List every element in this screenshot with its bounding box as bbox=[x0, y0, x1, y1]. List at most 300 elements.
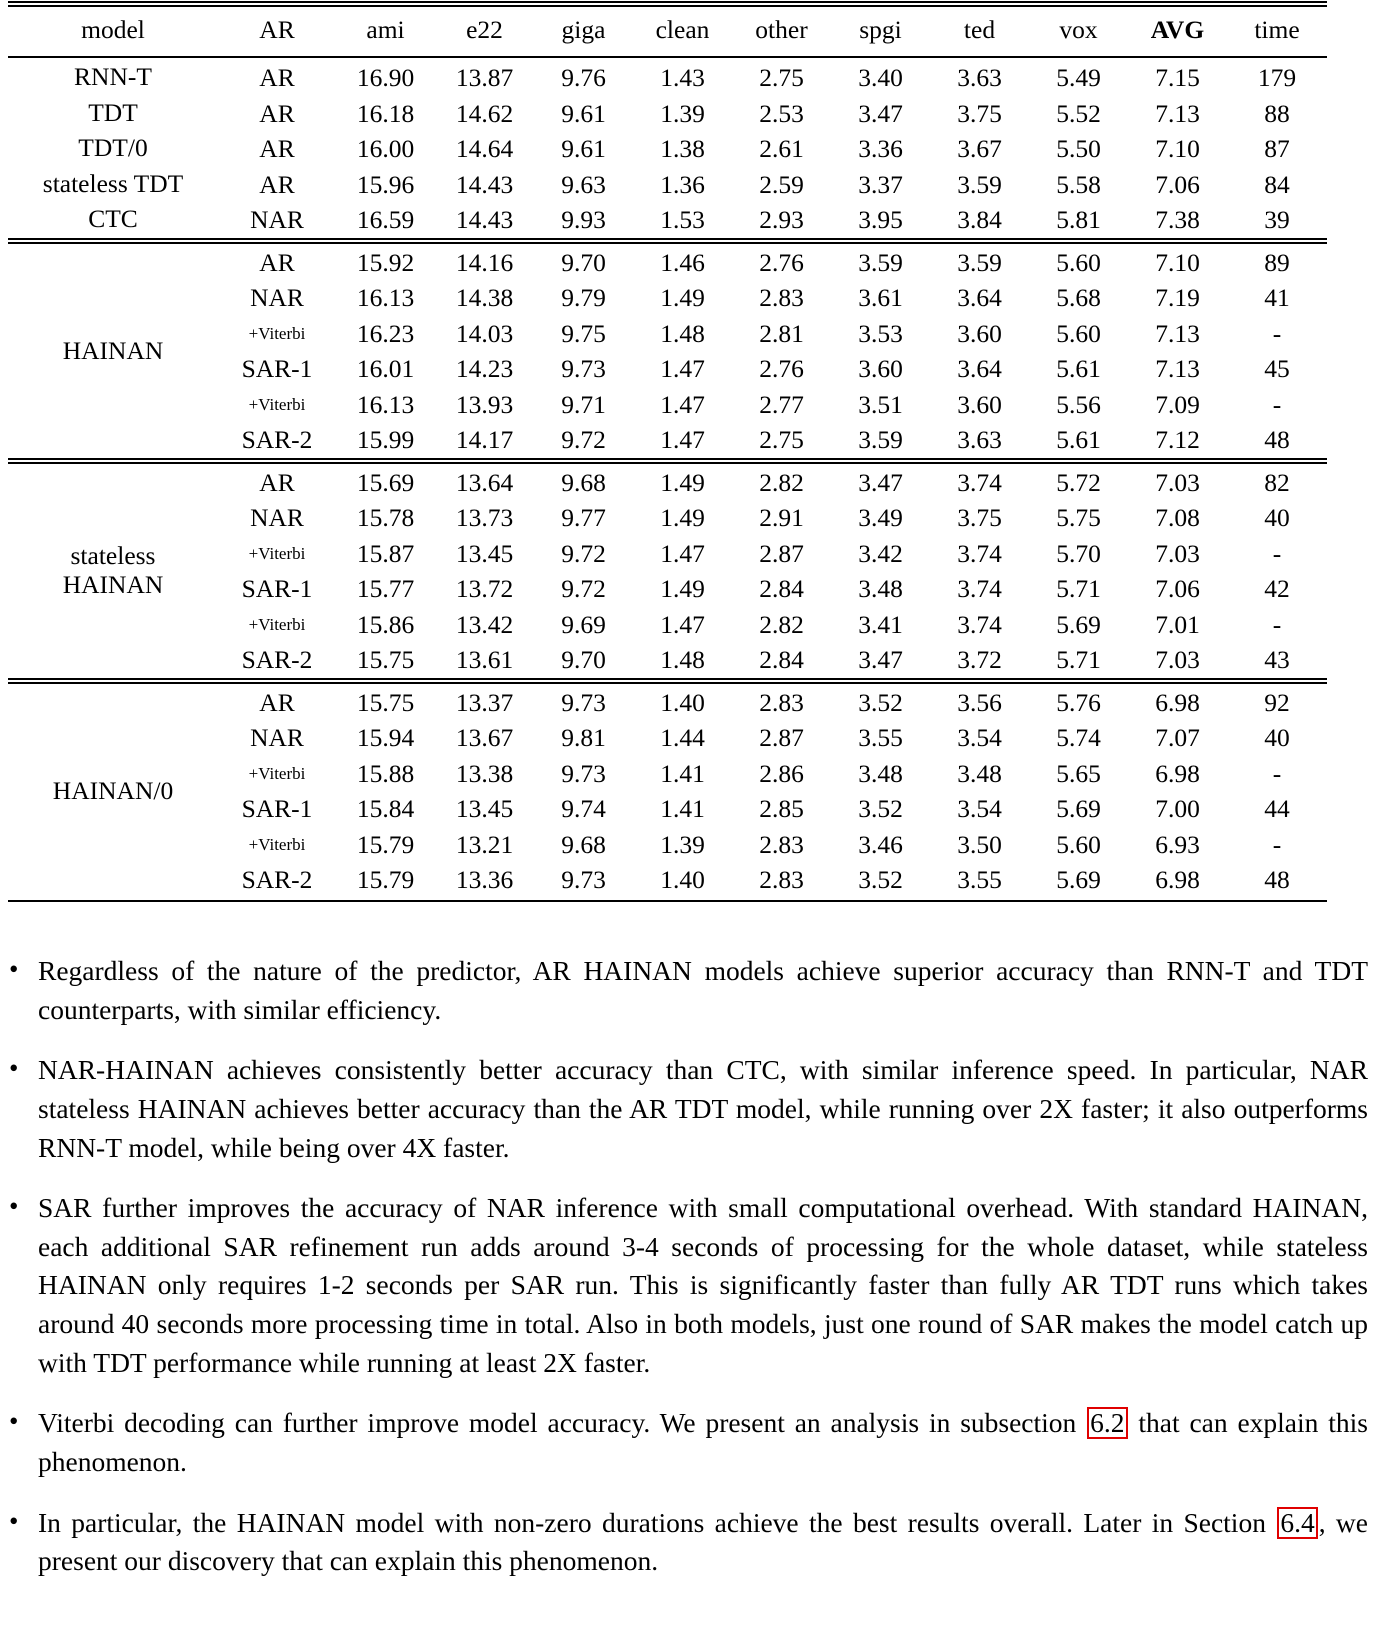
cell-ted: 3.59 bbox=[957, 169, 1002, 199]
cell-ami: 15.78 bbox=[356, 503, 415, 532]
cell-other: 2.81 bbox=[759, 318, 804, 348]
cell-other: 2.82 bbox=[759, 609, 804, 639]
table-rule-double bbox=[8, 0, 1327, 7]
cell-giga: 9.72 bbox=[561, 425, 606, 454]
cell-other: 2.75 bbox=[759, 425, 804, 454]
column-header-spgi: spgi bbox=[859, 15, 902, 45]
bullet-text-content: Regardless of the nature of the predictor, AR HAINAN models achieve superior accuracy than RNN-T and TDT counterparts, with similar efficiency. bbox=[38, 955, 1368, 1025]
cell-other: 2.59 bbox=[759, 169, 804, 199]
cell-clean: 1.48 bbox=[660, 318, 705, 348]
cell-giga: 9.93 bbox=[561, 205, 606, 234]
cell-other: 2.83 bbox=[759, 687, 804, 717]
cell-clean: 1.39 bbox=[660, 829, 705, 859]
cell-ted: 3.50 bbox=[957, 829, 1002, 859]
cell-spgi: 3.55 bbox=[858, 723, 903, 752]
cell-avg: 6.98 bbox=[1155, 865, 1200, 894]
cell-giga: 9.68 bbox=[561, 467, 606, 497]
cell-spgi: 3.37 bbox=[858, 169, 903, 199]
bullet-item bbox=[0, 1189, 1378, 1382]
cell-giga: 9.73 bbox=[561, 687, 606, 717]
column-header-vox: vox bbox=[1059, 15, 1098, 45]
cell-other: 2.75 bbox=[759, 63, 804, 92]
cell-time: 43 bbox=[1264, 645, 1290, 674]
cell-giga: 9.69 bbox=[561, 609, 606, 639]
cell-mode: SAR-2 bbox=[241, 865, 313, 894]
cell-mode: AR bbox=[259, 63, 295, 92]
cell-clean: 1.40 bbox=[660, 865, 705, 894]
cell-e22: 13.37 bbox=[455, 687, 514, 717]
cell-e22: 13.73 bbox=[455, 503, 514, 532]
cell-vox: 5.76 bbox=[1056, 687, 1101, 717]
cell-ami: 16.18 bbox=[356, 98, 415, 128]
cell-ted: 3.60 bbox=[957, 389, 1002, 419]
cell-ami: 16.59 bbox=[356, 205, 415, 234]
cell-spgi: 3.40 bbox=[858, 63, 903, 92]
table-header-row bbox=[8, 7, 1327, 53]
cell-time: 89 bbox=[1264, 247, 1290, 277]
cell-vox: 5.60 bbox=[1056, 829, 1101, 859]
cell-spgi: 3.59 bbox=[858, 247, 903, 277]
cell-clean: 1.41 bbox=[660, 794, 705, 823]
cell-vox: 5.65 bbox=[1056, 758, 1101, 788]
cell-giga: 9.63 bbox=[561, 169, 606, 199]
group-label-line: stateless bbox=[70, 541, 156, 571]
cell-other: 2.84 bbox=[759, 574, 804, 603]
cell-vox: 5.61 bbox=[1056, 425, 1101, 454]
cell-avg: 7.06 bbox=[1155, 574, 1200, 603]
cell-vox: 5.75 bbox=[1056, 503, 1101, 532]
cell-clean: 1.49 bbox=[660, 283, 705, 312]
cell-clean: 1.47 bbox=[660, 609, 705, 639]
horizontal-rule bbox=[8, 1, 1327, 7]
cell-ami: 16.13 bbox=[356, 283, 415, 312]
cell-ami: 16.01 bbox=[356, 354, 415, 383]
group-label-line: HAINAN bbox=[62, 570, 164, 599]
cell-mode: AR bbox=[259, 247, 295, 277]
cell-clean: 1.49 bbox=[660, 503, 705, 532]
cell-e22: 14.43 bbox=[455, 169, 514, 199]
column-header-ami: ami bbox=[366, 15, 405, 45]
column-header-clean: clean bbox=[655, 15, 710, 45]
cell-spgi: 3.52 bbox=[858, 865, 903, 894]
cell-ted: 3.59 bbox=[957, 247, 1002, 277]
cell-ami: 15.69 bbox=[356, 467, 415, 497]
cell-e22: 13.45 bbox=[455, 794, 514, 823]
cell-giga: 9.79 bbox=[561, 283, 606, 312]
cell-e22: 14.23 bbox=[455, 354, 514, 383]
column-header-time: time bbox=[1254, 15, 1300, 45]
cell-model: TDT/0 bbox=[78, 133, 148, 163]
bullet-item bbox=[0, 952, 1378, 1029]
column-header-model: model bbox=[81, 15, 145, 45]
cell-time: 41 bbox=[1264, 283, 1290, 312]
cell-ted: 3.64 bbox=[957, 283, 1002, 312]
bullet-text-after-ref: , we present our discovery that can explain this phenomenon. bbox=[38, 1506, 1368, 1577]
cell-spgi: 3.53 bbox=[858, 318, 903, 348]
cell-other: 2.93 bbox=[759, 205, 804, 234]
cell-ami: 15.79 bbox=[356, 829, 415, 859]
cell-other: 2.76 bbox=[759, 247, 804, 277]
cell-mode: +Viterbi bbox=[248, 394, 306, 414]
cell-vox: 5.71 bbox=[1056, 574, 1101, 603]
cell-avg: 7.03 bbox=[1155, 467, 1200, 497]
cell-spgi: 3.52 bbox=[858, 687, 903, 717]
table-rule-double bbox=[8, 678, 1327, 685]
cell-vox: 5.69 bbox=[1056, 865, 1101, 894]
cell-avg: 7.08 bbox=[1155, 503, 1200, 532]
section-reference-link[interactable]: 6.2 bbox=[1087, 1407, 1127, 1439]
bullet-dot-icon: • bbox=[9, 1406, 19, 1437]
cell-spgi: 3.51 bbox=[858, 389, 903, 419]
cell-giga: 9.61 bbox=[561, 98, 606, 128]
cell-time: 40 bbox=[1264, 503, 1290, 532]
bullet-dot-icon: • bbox=[9, 1053, 19, 1084]
cell-group-label bbox=[8, 245, 218, 458]
bullet-text-content: NAR-HAINAN achieves consistently better accuracy than CTC, with similar inference speed. In particular, NAR stateless HAINAN achieves better accuracy than the AR TDT model, while running over 2X faster; it also outperforms RNN-T model, while being over 4X faster. bbox=[38, 1054, 1368, 1163]
cell-spgi: 3.61 bbox=[858, 283, 903, 312]
cell-mode: NAR bbox=[250, 503, 304, 532]
cell-mode: AR bbox=[259, 169, 295, 199]
cell-e22: 13.64 bbox=[455, 467, 514, 497]
cell-ted: 3.74 bbox=[957, 609, 1002, 639]
group-label-line: HAINAN bbox=[62, 335, 164, 365]
cell-ami: 15.77 bbox=[356, 574, 415, 603]
cell-clean: 1.39 bbox=[660, 98, 705, 128]
cell-time: 40 bbox=[1264, 723, 1290, 752]
cell-clean: 1.40 bbox=[660, 687, 705, 717]
cell-spgi: 3.41 bbox=[858, 609, 903, 639]
cell-avg: 6.93 bbox=[1155, 829, 1200, 859]
cell-vox: 5.69 bbox=[1056, 794, 1101, 823]
cell-clean: 1.43 bbox=[660, 63, 705, 92]
bullet-item bbox=[0, 1051, 1378, 1167]
cell-time: 88 bbox=[1264, 98, 1290, 128]
cell-ted: 3.56 bbox=[957, 687, 1002, 717]
cell-ted: 3.74 bbox=[957, 538, 1002, 568]
bullet-dot-icon: • bbox=[9, 1505, 19, 1536]
cell-ted: 3.84 bbox=[957, 205, 1002, 234]
cell-time: - bbox=[1272, 389, 1282, 419]
cell-time: - bbox=[1272, 758, 1282, 788]
cell-vox: 5.72 bbox=[1056, 467, 1101, 497]
cell-e22: 14.43 bbox=[455, 205, 514, 234]
cell-mode: NAR bbox=[250, 283, 304, 312]
bullet-text-after-ref: that can explain this phenomenon. bbox=[38, 1407, 1368, 1477]
cell-mode: SAR-1 bbox=[241, 794, 313, 823]
section-reference-link[interactable]: 6.4 bbox=[1277, 1507, 1317, 1539]
table-rule-double bbox=[8, 458, 1327, 465]
column-header-giga: giga bbox=[561, 15, 606, 45]
cell-e22: 14.17 bbox=[455, 425, 514, 454]
table-rule-double bbox=[8, 238, 1327, 245]
cell-time: - bbox=[1272, 318, 1282, 348]
cell-ted: 3.60 bbox=[957, 318, 1002, 348]
cell-time: 45 bbox=[1264, 354, 1290, 383]
cell-spgi: 3.59 bbox=[858, 425, 903, 454]
cell-clean: 1.48 bbox=[660, 645, 705, 674]
cell-other: 2.83 bbox=[759, 829, 804, 859]
cell-mode: AR bbox=[259, 687, 295, 717]
cell-vox: 5.50 bbox=[1056, 134, 1101, 163]
cell-avg: 7.03 bbox=[1155, 645, 1200, 674]
cell-vox: 5.56 bbox=[1056, 389, 1101, 419]
cell-clean: 1.47 bbox=[660, 389, 705, 419]
cell-ami: 15.96 bbox=[356, 169, 415, 199]
table-row bbox=[8, 465, 1327, 501]
cell-vox: 5.52 bbox=[1056, 98, 1101, 128]
cell-vox: 5.69 bbox=[1056, 609, 1101, 639]
cell-other: 2.83 bbox=[759, 865, 804, 894]
cell-ami: 15.75 bbox=[356, 645, 415, 674]
cell-mode: +Viterbi bbox=[248, 834, 306, 854]
cell-e22: 14.62 bbox=[455, 98, 514, 128]
cell-avg: 6.98 bbox=[1155, 687, 1200, 717]
cell-e22: 13.93 bbox=[455, 389, 514, 419]
horizontal-rule bbox=[8, 900, 1327, 902]
cell-e22: 14.03 bbox=[455, 318, 514, 348]
cell-time: 48 bbox=[1264, 425, 1290, 454]
cell-giga: 9.81 bbox=[561, 723, 606, 752]
bullet-item bbox=[0, 1504, 1378, 1581]
cell-ted: 3.74 bbox=[957, 467, 1002, 497]
horizontal-rule bbox=[8, 238, 1327, 244]
bullet-text bbox=[38, 1504, 1368, 1581]
cell-time: 87 bbox=[1264, 134, 1290, 163]
cell-avg: 7.12 bbox=[1155, 425, 1200, 454]
cell-spgi: 3.48 bbox=[858, 758, 903, 788]
horizontal-rule bbox=[8, 458, 1327, 464]
cell-e22: 13.72 bbox=[455, 574, 514, 603]
bullet-text bbox=[38, 1189, 1368, 1382]
cell-giga: 9.74 bbox=[561, 794, 606, 823]
cell-vox: 5.74 bbox=[1056, 723, 1101, 752]
cell-e22: 13.38 bbox=[455, 758, 514, 788]
cell-spgi: 3.49 bbox=[858, 503, 903, 532]
cell-ted: 3.64 bbox=[957, 354, 1002, 383]
cell-avg: 7.07 bbox=[1155, 723, 1200, 752]
cell-other: 2.77 bbox=[759, 389, 804, 419]
table-row bbox=[8, 245, 1327, 281]
cell-time: 82 bbox=[1264, 467, 1290, 497]
cell-model: stateless TDT bbox=[42, 168, 184, 198]
cell-avg: 7.10 bbox=[1155, 247, 1200, 277]
cell-ami: 16.13 bbox=[356, 389, 415, 419]
cell-spgi: 3.95 bbox=[858, 205, 903, 234]
bullet-dot-icon: • bbox=[9, 1191, 19, 1222]
cell-ted: 3.55 bbox=[957, 865, 1002, 894]
cell-spgi: 3.47 bbox=[858, 98, 903, 128]
cell-giga: 9.70 bbox=[561, 645, 606, 674]
cell-ted: 3.54 bbox=[957, 794, 1002, 823]
bullet-text-content: SAR further improves the accuracy of NAR inference with small computational overhead. With standard HAINAN, each additional SAR refinement run adds around 3-4 seconds of processing for the whole dataset, while stateless HAINAN only requires 1-2 seconds per SAR run. This is significantly faster than fully AR TDT runs which takes around 40 seconds more processing time in total. Also in both models, just one round of SAR makes the model catch up with TDT performance while running at least 2X faster. bbox=[38, 1192, 1368, 1378]
cell-other: 2.86 bbox=[759, 758, 804, 788]
cell-avg: 7.06 bbox=[1155, 169, 1200, 199]
bullet-text-before-ref: In particular, the HAINAN model with non-zero durations achieve the best results overall. Later in Section bbox=[38, 1506, 1277, 1538]
cell-time: 84 bbox=[1264, 169, 1290, 199]
cell-other: 2.76 bbox=[759, 354, 804, 383]
cell-ami: 15.79 bbox=[356, 865, 415, 894]
cell-vox: 5.60 bbox=[1056, 247, 1101, 277]
cell-mode: NAR bbox=[250, 205, 304, 234]
bullet-text bbox=[38, 952, 1368, 1029]
cell-avg: 7.03 bbox=[1155, 538, 1200, 568]
cell-spgi: 3.42 bbox=[858, 538, 903, 568]
findings-bullet-list bbox=[0, 952, 1378, 1581]
cell-e22: 14.38 bbox=[455, 283, 514, 312]
cell-other: 2.87 bbox=[759, 723, 804, 752]
cell-other: 2.61 bbox=[759, 134, 804, 163]
cell-vox: 5.71 bbox=[1056, 645, 1101, 674]
cell-e22: 13.87 bbox=[455, 63, 514, 92]
cell-e22: 14.64 bbox=[455, 134, 514, 163]
cell-ami: 16.23 bbox=[356, 318, 415, 348]
cell-spgi: 3.47 bbox=[858, 645, 903, 674]
cell-mode: SAR-2 bbox=[241, 645, 313, 674]
column-header-e22: e22 bbox=[466, 15, 503, 45]
cell-avg: 7.13 bbox=[1155, 354, 1200, 383]
cell-group-label bbox=[8, 685, 218, 898]
cell-e22: 13.36 bbox=[455, 865, 514, 894]
cell-vox: 5.81 bbox=[1056, 205, 1101, 234]
cell-vox: 5.68 bbox=[1056, 283, 1101, 312]
cell-giga: 9.73 bbox=[561, 354, 606, 383]
cell-ted: 3.75 bbox=[957, 98, 1002, 128]
cell-model: TDT bbox=[88, 97, 138, 127]
cell-time: - bbox=[1272, 609, 1282, 639]
cell-ami: 15.88 bbox=[356, 758, 415, 788]
cell-other: 2.87 bbox=[759, 538, 804, 568]
cell-avg: 7.00 bbox=[1155, 794, 1200, 823]
cell-e22: 13.61 bbox=[455, 645, 514, 674]
horizontal-rule bbox=[8, 56, 1327, 58]
cell-other: 2.83 bbox=[759, 283, 804, 312]
cell-clean: 1.49 bbox=[660, 467, 705, 497]
cell-clean: 1.41 bbox=[660, 758, 705, 788]
cell-mode: AR bbox=[259, 467, 295, 497]
column-header-ar: AR bbox=[259, 15, 295, 45]
cell-avg: 7.15 bbox=[1155, 63, 1200, 92]
cell-ted: 3.54 bbox=[957, 723, 1002, 752]
cell-vox: 5.49 bbox=[1056, 63, 1101, 92]
cell-avg: 7.01 bbox=[1155, 609, 1200, 639]
cell-vox: 5.60 bbox=[1056, 318, 1101, 348]
cell-spgi: 3.60 bbox=[858, 354, 903, 383]
cell-ted: 3.74 bbox=[957, 574, 1002, 603]
cell-avg: 6.98 bbox=[1155, 758, 1200, 788]
cell-mode: +Viterbi bbox=[248, 763, 306, 783]
column-header-ted: ted bbox=[963, 15, 996, 45]
cell-mode: AR bbox=[259, 134, 295, 163]
cell-clean: 1.47 bbox=[660, 425, 705, 454]
table-row bbox=[8, 202, 1327, 238]
cell-avg: 7.10 bbox=[1155, 134, 1200, 163]
table-rule-single bbox=[8, 898, 1327, 905]
cell-giga: 9.75 bbox=[561, 318, 606, 348]
cell-avg: 7.09 bbox=[1155, 389, 1200, 419]
cell-giga: 9.72 bbox=[561, 574, 606, 603]
cell-ted: 3.63 bbox=[957, 425, 1002, 454]
cell-ami: 15.92 bbox=[356, 247, 415, 277]
cell-ami: 16.00 bbox=[356, 134, 415, 163]
table-row bbox=[8, 60, 1327, 96]
results-table bbox=[8, 0, 1327, 905]
cell-ted: 3.75 bbox=[957, 503, 1002, 532]
cell-e22: 13.45 bbox=[455, 538, 514, 568]
cell-time: 39 bbox=[1264, 205, 1290, 234]
cell-avg: 7.13 bbox=[1155, 98, 1200, 128]
cell-time: 179 bbox=[1257, 63, 1297, 92]
cell-mode: AR bbox=[259, 98, 295, 128]
cell-other: 2.85 bbox=[759, 794, 804, 823]
column-header-other: other bbox=[755, 15, 808, 45]
cell-ted: 3.72 bbox=[957, 645, 1002, 674]
cell-time: - bbox=[1272, 538, 1282, 568]
cell-ami: 15.86 bbox=[356, 609, 415, 639]
cell-clean: 1.44 bbox=[660, 723, 705, 752]
cell-avg: 7.38 bbox=[1155, 205, 1200, 234]
cell-spgi: 3.47 bbox=[858, 467, 903, 497]
group-label-line: HAINAN/0 bbox=[52, 775, 174, 805]
cell-ami: 15.84 bbox=[356, 794, 415, 823]
cell-avg: 7.19 bbox=[1155, 283, 1200, 312]
cell-clean: 1.47 bbox=[660, 538, 705, 568]
cell-other: 2.91 bbox=[759, 503, 804, 532]
cell-spgi: 3.36 bbox=[858, 134, 903, 163]
cell-clean: 1.47 bbox=[660, 354, 705, 383]
cell-e22: 13.67 bbox=[455, 723, 514, 752]
cell-avg: 7.13 bbox=[1155, 318, 1200, 348]
cell-other: 2.84 bbox=[759, 645, 804, 674]
table-row bbox=[8, 96, 1327, 132]
cell-vox: 5.58 bbox=[1056, 169, 1101, 199]
table-row bbox=[8, 131, 1327, 167]
table-row bbox=[8, 167, 1327, 203]
cell-mode: +Viterbi bbox=[248, 323, 306, 343]
cell-clean: 1.38 bbox=[660, 134, 705, 163]
bullet-dot-icon: • bbox=[9, 954, 19, 984]
cell-ted: 3.63 bbox=[957, 63, 1002, 92]
cell-giga: 9.73 bbox=[561, 758, 606, 788]
cell-giga: 9.77 bbox=[561, 503, 606, 532]
cell-time: - bbox=[1272, 829, 1282, 859]
bullet-text bbox=[38, 1404, 1368, 1481]
column-header-avg: AVG bbox=[1150, 15, 1205, 45]
cell-e22: 13.42 bbox=[455, 609, 514, 639]
cell-giga: 9.73 bbox=[561, 865, 606, 894]
cell-e22: 13.21 bbox=[455, 829, 514, 859]
cell-giga: 9.71 bbox=[561, 389, 606, 419]
cell-giga: 9.61 bbox=[561, 134, 606, 163]
cell-giga: 9.68 bbox=[561, 829, 606, 859]
cell-mode: SAR-1 bbox=[241, 354, 313, 383]
cell-mode: +Viterbi bbox=[248, 614, 306, 634]
cell-mode: SAR-1 bbox=[241, 574, 313, 603]
cell-clean: 1.53 bbox=[660, 205, 705, 234]
cell-time: 48 bbox=[1264, 865, 1290, 894]
cell-clean: 1.36 bbox=[660, 169, 705, 199]
table-rule-single bbox=[8, 53, 1327, 60]
cell-spgi: 3.46 bbox=[858, 829, 903, 859]
cell-ami: 15.99 bbox=[356, 425, 415, 454]
bullet-text-before-ref: Viterbi decoding can further improve model accuracy. We present an analysis in subsection bbox=[38, 1407, 1087, 1439]
cell-e22: 14.16 bbox=[455, 247, 514, 277]
bullet-item bbox=[0, 1404, 1378, 1481]
cell-model: CTC bbox=[88, 204, 138, 234]
cell-other: 2.82 bbox=[759, 467, 804, 497]
cell-ami: 15.75 bbox=[356, 687, 415, 717]
cell-giga: 9.70 bbox=[561, 247, 606, 277]
cell-spgi: 3.48 bbox=[858, 574, 903, 603]
